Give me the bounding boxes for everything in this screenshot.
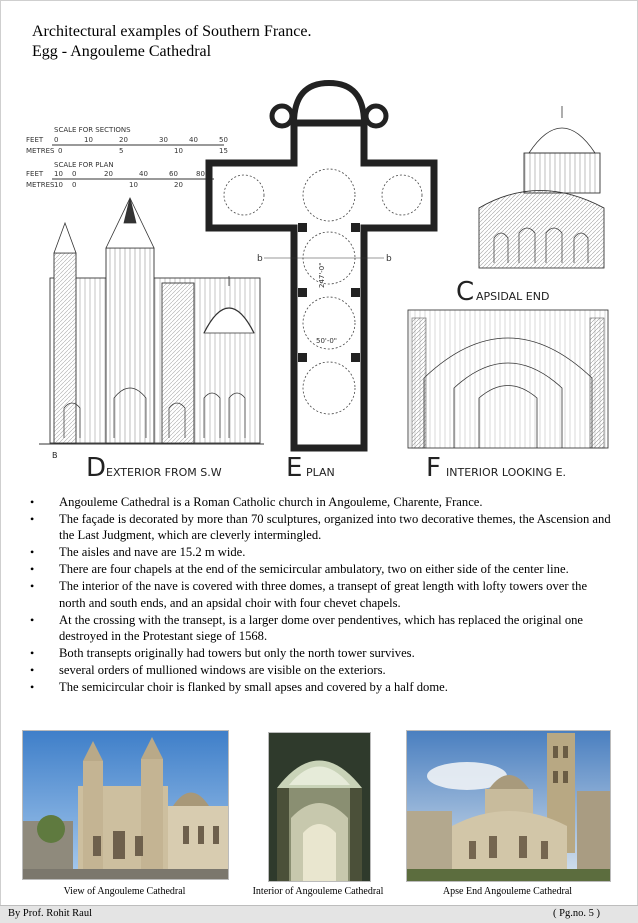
- plan-feet-scale-numbers: [54, 170, 205, 178]
- svg-text:0: 0: [54, 136, 59, 144]
- metres-label-plan: METRES: [26, 181, 55, 189]
- label-d-text: EXTERIOR FROM S.W: [106, 466, 222, 479]
- feet-label-plan: FEET: [26, 170, 44, 178]
- label-c-letter: C: [456, 277, 475, 307]
- feet-scale-numbers: [54, 136, 228, 144]
- svg-text:10: 10: [54, 181, 63, 189]
- svg-text:10: 10: [129, 181, 138, 189]
- svg-text:10: 10: [54, 170, 63, 178]
- label-c-text: APSIDAL END: [476, 290, 550, 303]
- photo-exterior-view: [22, 730, 229, 880]
- svg-text:0: 0: [72, 170, 77, 178]
- list-item: • The aisles and nave are 15.2 m wide.: [26, 544, 616, 560]
- list-item: • Both transepts originally had towers but only the north tower survives.: [26, 645, 616, 661]
- cathedral-drawing-plate: [24, 78, 614, 483]
- svg-text:20: 20: [174, 181, 183, 189]
- dimension-length: 247'-0": [318, 262, 326, 288]
- list-item: • At the crossing with the transept, is a larger dome over pendentives, which has replaced the original one destroyed in the Protestant siege of 1568.: [26, 612, 616, 645]
- list-item: • The semicircular choir is flanked by small apses and covered by a half dome.: [26, 679, 616, 695]
- list-item: • The façade is decorated by more than 70 sculptures, organized into two decorative themes, the Ascension and the Last Judgment, which are cleverly intermingled.: [26, 511, 616, 544]
- apsidal-end-drawing: [479, 106, 604, 268]
- exterior-view-drawing: [39, 198, 264, 444]
- apse-photo-image: [407, 731, 610, 881]
- list-item: • Angouleme Cathedral is a Roman Catholic church in Angouleme, Charente, France.: [26, 494, 616, 510]
- caption-exterior-view: View of Angouleme Cathedral: [63, 886, 186, 897]
- svg-text:5: 5: [119, 147, 124, 155]
- photo-apse-end: [406, 730, 611, 882]
- photo-interior-view: [268, 732, 371, 882]
- label-f-letter: F: [426, 453, 441, 483]
- svg-text:80: 80: [196, 170, 205, 178]
- feet-label: FEET: [26, 136, 44, 144]
- footer-page-number: ( Pg.no. 5 ): [553, 908, 600, 919]
- svg-text:10: 10: [84, 136, 93, 144]
- page-footer: [0, 905, 638, 923]
- section-marker-right: b: [386, 254, 392, 264]
- svg-text:30: 30: [159, 136, 168, 144]
- metres-label: METRES: [26, 147, 55, 155]
- section-marker-left: b: [257, 254, 263, 264]
- list-item: • There are four chapels at the end of the semicircular ambulatory, two on either side of the center line.: [26, 561, 616, 577]
- svg-text:15: 15: [219, 147, 228, 155]
- label-f-text: INTERIOR LOOKING E.: [446, 466, 567, 479]
- metres-scale-numbers: [58, 147, 228, 155]
- svg-text:20: 20: [119, 136, 128, 144]
- dimension-width: 50'-0": [316, 337, 338, 345]
- label-d-letter: D: [86, 453, 107, 483]
- reference-b-label: B: [52, 451, 58, 460]
- title-line-1: Architectural examples of Southern France.: [32, 23, 312, 40]
- interior-view-drawing: [408, 310, 608, 448]
- svg-text:50: 50: [219, 136, 228, 144]
- svg-text:40: 40: [189, 136, 198, 144]
- svg-text:40: 40: [139, 170, 148, 178]
- caption-interior-view: Interior of Angouleme Cathedral: [252, 886, 384, 897]
- title-line-2: Egg - Angouleme Cathedral: [32, 43, 212, 60]
- plan-metres-scale-numbers: [54, 181, 183, 189]
- exterior-photo-image: [23, 731, 228, 879]
- interior-photo-image: [269, 733, 370, 881]
- svg-text:10: 10: [174, 147, 183, 155]
- list-item: • The interior of the nave is covered with three domes, a transept of great length with lofty towers over the north and south ends, and an apsidal choir with four chevet chapels.: [26, 578, 616, 611]
- svg-text:0: 0: [58, 147, 63, 155]
- scale-sections-label: SCALE FOR SECTIONS: [54, 126, 131, 134]
- page-title: [32, 22, 311, 62]
- scale-bars: [26, 126, 228, 189]
- label-e-text: PLAN: [306, 466, 335, 479]
- caption-apse-end: Apse End Angouleme Cathedral: [442, 886, 573, 897]
- svg-text:0: 0: [72, 181, 77, 189]
- scale-plan-label: SCALE FOR PLAN: [54, 161, 114, 169]
- svg-text:20: 20: [104, 170, 113, 178]
- label-e-letter: E: [286, 453, 303, 483]
- footer-author: By Prof. Rohit Raul: [8, 908, 93, 919]
- svg-text:60: 60: [169, 170, 178, 178]
- list-item: • several orders of mullioned windows are visible on the exteriors.: [26, 662, 616, 678]
- cathedral-facts-list: [26, 494, 616, 696]
